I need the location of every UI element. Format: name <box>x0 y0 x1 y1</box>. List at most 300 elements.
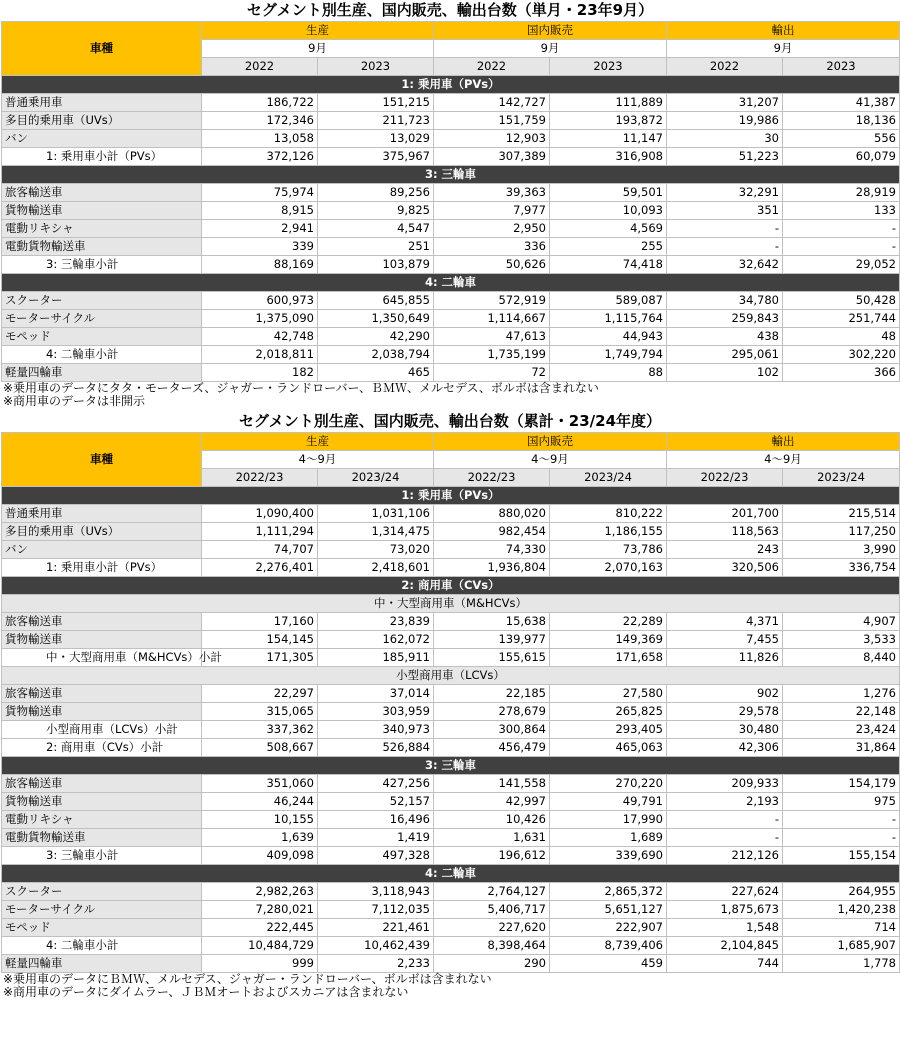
subtotal-label: 小型商用車（LCVs）小計 <box>2 721 202 739</box>
section-header-row <box>2 166 900 184</box>
period-header: 9月 <box>434 40 667 58</box>
row-label: 旅客輸送車 <box>2 775 202 793</box>
value-cell: 117,250 <box>783 523 900 541</box>
subsection-title: 中・大型商用車（M&HCVs） <box>2 595 900 613</box>
value-cell: 88 <box>550 364 667 382</box>
value-cell: 41,387 <box>783 94 900 112</box>
value-cell: 227,624 <box>667 883 783 901</box>
value-cell: 1,419 <box>318 829 434 847</box>
value-cell: 315,065 <box>202 703 318 721</box>
value-cell: 171,305 <box>202 649 318 667</box>
value-cell: 139,977 <box>434 631 550 649</box>
subsection-header-row <box>2 667 900 685</box>
table-row <box>2 184 900 202</box>
value-cell: 1,689 <box>550 829 667 847</box>
subtotal-label: 3: 三輪車小計 <box>2 847 202 865</box>
row-label: モペッド <box>2 328 202 346</box>
subsection-header-row <box>2 595 900 613</box>
value-cell: 118,563 <box>667 523 783 541</box>
value-cell: 4,907 <box>783 613 900 631</box>
table-row <box>2 829 900 847</box>
value-cell: 1,936,804 <box>434 559 550 577</box>
table2 <box>1 432 900 973</box>
year-header: 2022 <box>667 58 783 76</box>
value-cell: 8,739,406 <box>550 937 667 955</box>
value-cell: 975 <box>783 793 900 811</box>
table-row <box>2 523 900 541</box>
section-title: 3: 三輪車 <box>2 757 900 775</box>
section-title: 2: 商用車（CVs） <box>2 577 900 595</box>
value-cell: 438 <box>667 328 783 346</box>
value-cell: 22,185 <box>434 685 550 703</box>
value-cell: 42,306 <box>667 739 783 757</box>
section-title: 1: 乗用車（PVs） <box>2 76 900 94</box>
year-header: 2022/23 <box>202 469 318 487</box>
period-header: 9月 <box>667 40 900 58</box>
value-cell: 32,291 <box>667 184 783 202</box>
table1-note: ※商用車のデータは非開示 <box>3 394 146 408</box>
value-cell: 17,160 <box>202 613 318 631</box>
value-cell: 290 <box>434 955 550 973</box>
value-cell: 215,514 <box>783 505 900 523</box>
value-cell: 572,919 <box>434 292 550 310</box>
value-cell: 4,547 <box>318 220 434 238</box>
value-cell: 103,879 <box>318 256 434 274</box>
value-cell: 171,658 <box>550 649 667 667</box>
value-cell: - <box>783 238 900 256</box>
section-title: 3: 三輪車 <box>2 166 900 184</box>
value-cell: 456,479 <box>434 739 550 757</box>
value-cell: 556 <box>783 130 900 148</box>
value-cell: 508,667 <box>202 739 318 757</box>
row-label: 旅客輸送車 <box>2 685 202 703</box>
section-title: 4: 二輪車 <box>2 274 900 292</box>
value-cell: 7,280,021 <box>202 901 318 919</box>
value-cell: 212,126 <box>667 847 783 865</box>
value-cell: 42,997 <box>434 793 550 811</box>
value-cell: 251,744 <box>783 310 900 328</box>
table-row <box>2 955 900 973</box>
table-row <box>2 901 900 919</box>
table-row <box>2 685 900 703</box>
value-cell: 172,346 <box>202 112 318 130</box>
value-cell: 251 <box>318 238 434 256</box>
value-cell: 293,405 <box>550 721 667 739</box>
value-cell: 72 <box>434 364 550 382</box>
table-row <box>2 112 900 130</box>
value-cell: - <box>783 829 900 847</box>
value-cell: 1,735,199 <box>434 346 550 364</box>
value-cell: 1,420,238 <box>783 901 900 919</box>
value-cell: 300,864 <box>434 721 550 739</box>
value-cell: 526,884 <box>318 739 434 757</box>
value-cell: 7,112,035 <box>318 901 434 919</box>
table-row <box>2 811 900 829</box>
value-cell: 48 <box>783 328 900 346</box>
value-cell: 1,090,400 <box>202 505 318 523</box>
value-cell: 17,990 <box>550 811 667 829</box>
subtotal-label: 4: 二輪車小計 <box>2 346 202 364</box>
table2-title: セグメント別生産、国内販売、輸出台数（累計・23/24年度） <box>238 412 662 430</box>
group-header-production: 生産 <box>202 433 434 451</box>
value-cell: 13,029 <box>318 130 434 148</box>
value-cell: 8,440 <box>783 649 900 667</box>
value-cell: 15,638 <box>434 613 550 631</box>
value-cell: 75,974 <box>202 184 318 202</box>
year-header: 2023 <box>318 58 434 76</box>
row-label: 電動リキシャ <box>2 220 202 238</box>
value-cell: 154,145 <box>202 631 318 649</box>
table-row <box>2 919 900 937</box>
subtotal-row <box>2 847 900 865</box>
value-cell: 3,118,943 <box>318 883 434 901</box>
value-cell: 2,233 <box>318 955 434 973</box>
value-cell: 162,072 <box>318 631 434 649</box>
value-cell: 27,580 <box>550 685 667 703</box>
year-header: 2022/23 <box>434 469 550 487</box>
value-cell: 185,911 <box>318 649 434 667</box>
value-cell: 60,079 <box>783 148 900 166</box>
value-cell: 19,986 <box>667 112 783 130</box>
value-cell: 7,455 <box>667 631 783 649</box>
year-header: 2023 <box>550 58 667 76</box>
value-cell: 59,501 <box>550 184 667 202</box>
value-cell: 295,061 <box>667 346 783 364</box>
row-label: 普通乗用車 <box>2 94 202 112</box>
table-row <box>2 703 900 721</box>
table-row <box>2 202 900 220</box>
value-cell: 810,222 <box>550 505 667 523</box>
group-header-domestic: 国内販売 <box>434 22 667 40</box>
value-cell: 211,723 <box>318 112 434 130</box>
row-label: 電動リキシャ <box>2 811 202 829</box>
value-cell: 209,933 <box>667 775 783 793</box>
value-cell: 50,626 <box>434 256 550 274</box>
row-label: 貨物輸送車 <box>2 202 202 220</box>
row-label: 多目的乗用車（UVs） <box>2 523 202 541</box>
subtotal-label: 3: 三輪車小計 <box>2 256 202 274</box>
group-header-export: 輸出 <box>667 433 900 451</box>
value-cell: 4,371 <box>667 613 783 631</box>
value-cell: 366 <box>783 364 900 382</box>
period-header: 4～9月 <box>667 451 900 469</box>
value-cell: 1,778 <box>783 955 900 973</box>
value-cell: 196,612 <box>434 847 550 865</box>
value-cell: 88,169 <box>202 256 318 274</box>
value-cell: 982,454 <box>434 523 550 541</box>
value-cell: 372,126 <box>202 148 318 166</box>
value-cell: 102 <box>667 364 783 382</box>
value-cell: 1,548 <box>667 919 783 937</box>
table1-note: ※乗用車のデータにタタ・モーターズ、ジャガー・ランドローバー、ＢＭＷ、メルセデス、ボルボは含まれない <box>3 381 599 395</box>
table-row <box>2 292 900 310</box>
value-cell: 8,398,464 <box>434 937 550 955</box>
subtotal-row <box>2 721 900 739</box>
value-cell: 227,620 <box>434 919 550 937</box>
value-cell: 278,679 <box>434 703 550 721</box>
value-cell: 1,115,764 <box>550 310 667 328</box>
value-cell: 142,727 <box>434 94 550 112</box>
subtotal-label: 1: 乗用車小計（PVs） <box>2 559 202 577</box>
value-cell: 2,276,401 <box>202 559 318 577</box>
group-header-domestic: 国内販売 <box>434 433 667 451</box>
value-cell: 155,615 <box>434 649 550 667</box>
value-cell: 30,480 <box>667 721 783 739</box>
value-cell: 351,060 <box>202 775 318 793</box>
row-label: 貨物輸送車 <box>2 703 202 721</box>
period-header: 4～9月 <box>202 451 434 469</box>
section-header-row <box>2 274 900 292</box>
table2-note: ※商用車のデータにダイムラー、ＪＢＭオートおよびスカニアは含まれない <box>3 985 409 999</box>
table-row <box>2 238 900 256</box>
value-cell: 182 <box>202 364 318 382</box>
value-cell: 1,111,294 <box>202 523 318 541</box>
value-cell: 42,748 <box>202 328 318 346</box>
value-cell: 714 <box>783 919 900 937</box>
value-cell: 2,865,372 <box>550 883 667 901</box>
value-cell: 10,093 <box>550 202 667 220</box>
value-cell: 2,764,127 <box>434 883 550 901</box>
value-cell: - <box>667 829 783 847</box>
value-cell: 1,875,673 <box>667 901 783 919</box>
subtotal-label: 2: 商用車（CVs）小計 <box>2 739 202 757</box>
value-cell: 221,461 <box>318 919 434 937</box>
value-cell: 1,749,794 <box>550 346 667 364</box>
value-cell: 5,651,127 <box>550 901 667 919</box>
value-cell: 201,700 <box>667 505 783 523</box>
value-cell: 111,889 <box>550 94 667 112</box>
value-cell: 427,256 <box>318 775 434 793</box>
value-cell: 16,496 <box>318 811 434 829</box>
group-header-production: 生産 <box>202 22 434 40</box>
value-cell: 600,973 <box>202 292 318 310</box>
row-label: 旅客輸送車 <box>2 184 202 202</box>
value-cell: 1,375,090 <box>202 310 318 328</box>
value-cell: 9,825 <box>318 202 434 220</box>
year-header: 2023/24 <box>550 469 667 487</box>
row-label: スクーター <box>2 883 202 901</box>
row-label: 電動貨物輸送車 <box>2 829 202 847</box>
value-cell: 302,220 <box>783 346 900 364</box>
value-cell: 149,369 <box>550 631 667 649</box>
value-cell: 47,613 <box>434 328 550 346</box>
value-cell: 31,207 <box>667 94 783 112</box>
value-cell: - <box>783 811 900 829</box>
value-cell: 29,052 <box>783 256 900 274</box>
row-label: 普通乗用車 <box>2 505 202 523</box>
value-cell: 2,038,794 <box>318 346 434 364</box>
value-cell: 303,959 <box>318 703 434 721</box>
period-header: 4～9月 <box>434 451 667 469</box>
value-cell: 37,014 <box>318 685 434 703</box>
section-header-row <box>2 865 900 883</box>
value-cell: 336,754 <box>783 559 900 577</box>
table1-body <box>2 76 900 382</box>
section-title: 1: 乗用車（PVs） <box>2 487 900 505</box>
value-cell: 265,825 <box>550 703 667 721</box>
table2-note: ※乗用車のデータにＢＭＷ、メルセデス、ジャガー・ランドローバー、ボルボは含まれない <box>3 972 492 986</box>
subtotal-row <box>2 346 900 364</box>
value-cell: 2,193 <box>667 793 783 811</box>
value-cell: 645,855 <box>318 292 434 310</box>
value-cell: 12,903 <box>434 130 550 148</box>
value-cell: 39,363 <box>434 184 550 202</box>
value-cell: 22,297 <box>202 685 318 703</box>
table-row <box>2 220 900 238</box>
value-cell: 999 <box>202 955 318 973</box>
value-cell: 2,070,163 <box>550 559 667 577</box>
table-row <box>2 613 900 631</box>
value-cell: 74,707 <box>202 541 318 559</box>
value-cell: 3,533 <box>783 631 900 649</box>
section-header-row <box>2 757 900 775</box>
value-cell: 1,314,475 <box>318 523 434 541</box>
value-cell: 307,389 <box>434 148 550 166</box>
value-cell: 28,919 <box>783 184 900 202</box>
value-cell: 52,157 <box>318 793 434 811</box>
value-cell: 155,154 <box>783 847 900 865</box>
year-header: 2023/24 <box>318 469 434 487</box>
row-label: 旅客輸送車 <box>2 613 202 631</box>
table-row <box>2 541 900 559</box>
row-label: バン <box>2 130 202 148</box>
value-cell: - <box>667 238 783 256</box>
value-cell: 459 <box>550 955 667 973</box>
value-cell: 22,289 <box>550 613 667 631</box>
section-title: 4: 二輪車 <box>2 865 900 883</box>
year-header: 2022/23 <box>667 469 783 487</box>
value-cell: 10,155 <box>202 811 318 829</box>
value-cell: 18,136 <box>783 112 900 130</box>
value-cell: 222,907 <box>550 919 667 937</box>
table-row <box>2 505 900 523</box>
value-cell: 2,018,811 <box>202 346 318 364</box>
value-cell: 902 <box>667 685 783 703</box>
value-cell: 259,843 <box>667 310 783 328</box>
value-cell: 336 <box>434 238 550 256</box>
value-cell: 22,148 <box>783 703 900 721</box>
value-cell: 2,982,263 <box>202 883 318 901</box>
value-cell: - <box>667 811 783 829</box>
value-cell: 141,558 <box>434 775 550 793</box>
value-cell: 1,114,667 <box>434 310 550 328</box>
subsection-title: 小型商用車（LCVs） <box>2 667 900 685</box>
value-cell: 10,484,729 <box>202 937 318 955</box>
value-cell: 154,179 <box>783 775 900 793</box>
section-header-row <box>2 76 900 94</box>
year-header: 2022 <box>202 58 318 76</box>
subtotal-row <box>2 937 900 955</box>
subtotal-row <box>2 739 900 757</box>
value-cell: 10,462,439 <box>318 937 434 955</box>
value-cell: 10,426 <box>434 811 550 829</box>
value-cell: 465 <box>318 364 434 382</box>
value-cell: 2,950 <box>434 220 550 238</box>
value-cell: 42,290 <box>318 328 434 346</box>
value-cell: 340,973 <box>318 721 434 739</box>
value-cell: 320,506 <box>667 559 783 577</box>
row-label: モペッド <box>2 919 202 937</box>
value-cell: 44,943 <box>550 328 667 346</box>
value-cell: 4,569 <box>550 220 667 238</box>
value-cell: 2,941 <box>202 220 318 238</box>
value-cell: 1,350,649 <box>318 310 434 328</box>
value-cell: 23,839 <box>318 613 434 631</box>
value-cell: 11,826 <box>667 649 783 667</box>
value-cell: 1,639 <box>202 829 318 847</box>
value-cell: - <box>667 220 783 238</box>
subtotal-label: 4: 二輪車小計 <box>2 937 202 955</box>
value-cell: 270,220 <box>550 775 667 793</box>
value-cell: 375,967 <box>318 148 434 166</box>
value-cell: 46,244 <box>202 793 318 811</box>
value-cell: 23,424 <box>783 721 900 739</box>
value-cell: 193,872 <box>550 112 667 130</box>
value-cell: 32,642 <box>667 256 783 274</box>
value-cell: 151,215 <box>318 94 434 112</box>
value-cell: 222,445 <box>202 919 318 937</box>
table-row <box>2 775 900 793</box>
group-header-export: 輸出 <box>667 22 900 40</box>
table-row <box>2 883 900 901</box>
subtotal-row <box>2 256 900 274</box>
row-label: 軽量四輪車 <box>2 955 202 973</box>
value-cell: 51,223 <box>667 148 783 166</box>
year-header: 2023 <box>783 58 900 76</box>
value-cell: 49,791 <box>550 793 667 811</box>
value-cell: 50,428 <box>783 292 900 310</box>
subtotal-row <box>2 559 900 577</box>
value-cell: 74,330 <box>434 541 550 559</box>
value-cell: 409,098 <box>202 847 318 865</box>
value-cell: 1,685,907 <box>783 937 900 955</box>
table1-title: セグメント別生産、国内販売、輸出台数（単月・23年9月） <box>246 1 654 19</box>
value-cell: 255 <box>550 238 667 256</box>
row-label: モーターサイクル <box>2 901 202 919</box>
value-cell: 30 <box>667 130 783 148</box>
value-cell: 880,020 <box>434 505 550 523</box>
year-header: 2022 <box>434 58 550 76</box>
subtotal-label: 中・大型商用車（M&HCVs）小計 <box>2 649 202 667</box>
value-cell: 2,418,601 <box>318 559 434 577</box>
value-cell: 1,031,106 <box>318 505 434 523</box>
value-cell: 465,063 <box>550 739 667 757</box>
value-cell: 339,690 <box>550 847 667 865</box>
value-cell: 316,908 <box>550 148 667 166</box>
table1 <box>1 21 900 382</box>
value-cell: 339 <box>202 238 318 256</box>
value-cell: 74,418 <box>550 256 667 274</box>
table-row <box>2 793 900 811</box>
row-label: 軽量四輪車 <box>2 364 202 382</box>
row-label-header: 車種 <box>2 433 202 487</box>
value-cell: 1,276 <box>783 685 900 703</box>
year-header: 2023/24 <box>783 469 900 487</box>
table-row <box>2 310 900 328</box>
table1-header-groups <box>2 22 900 40</box>
value-cell: 31,864 <box>783 739 900 757</box>
subtotal-row <box>2 148 900 166</box>
value-cell: 243 <box>667 541 783 559</box>
value-cell: 133 <box>783 202 900 220</box>
section-header-row <box>2 577 900 595</box>
section-header-row <box>2 487 900 505</box>
value-cell: 337,362 <box>202 721 318 739</box>
subtotal-row <box>2 649 900 667</box>
value-cell: 744 <box>667 955 783 973</box>
table-row <box>2 328 900 346</box>
value-cell: 264,955 <box>783 883 900 901</box>
